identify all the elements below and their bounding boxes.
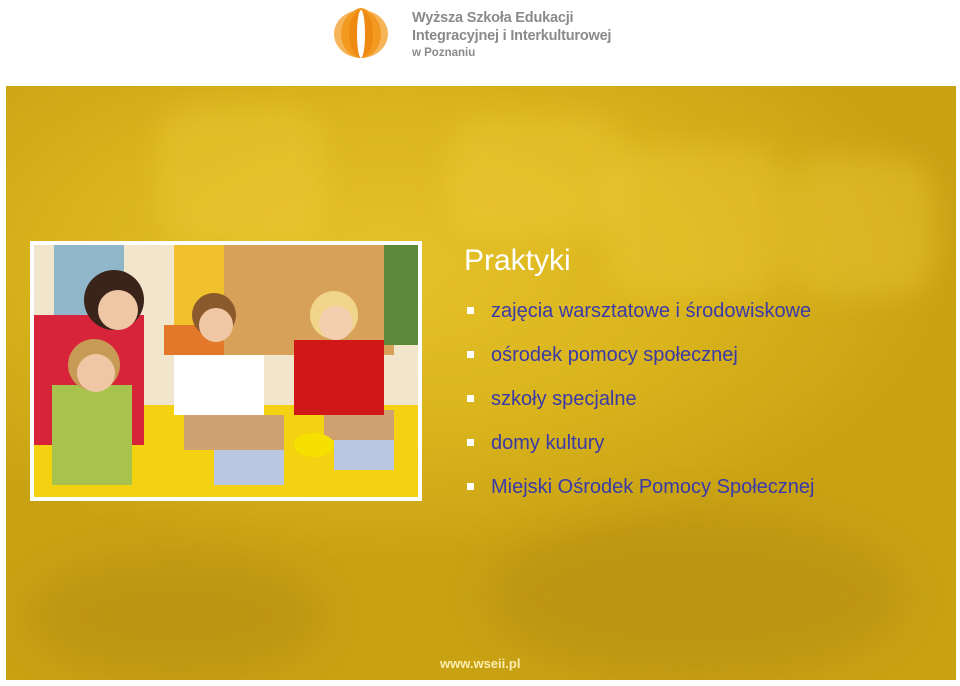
children-crafts-photo: [30, 241, 422, 501]
institution-name-line1: Wyższa Szkoła Edukacji: [412, 10, 574, 26]
list-item: [464, 386, 814, 430]
institution-name-line2: Integracyjnej i Interkulturowej: [412, 28, 612, 44]
footer-url: www.wseii.pl: [440, 656, 521, 671]
list-item: [464, 342, 814, 386]
bullet-list: [464, 298, 814, 518]
children-crafts-photo-icon: [34, 245, 418, 497]
institution-city: w Poznaniu: [412, 47, 476, 59]
list-item-text: szkoły specjalne: [491, 388, 637, 410]
list-item: [464, 298, 814, 342]
list-item: [464, 474, 814, 518]
bullet-square-icon: [467, 307, 474, 314]
list-item-text: Miejski Ośrodek Pomocy Społecznej: [491, 476, 815, 498]
bullet-square-icon: [467, 439, 474, 446]
slide-panel: [6, 86, 956, 680]
orange-flower-logo-icon: [332, 6, 390, 60]
slide-title: Praktyki: [464, 244, 571, 277]
bullet-square-icon: [467, 395, 474, 402]
list-item-text: domy kultury: [491, 432, 605, 454]
header: [0, 0, 960, 86]
list-item: [464, 430, 814, 474]
list-item-text: ośrodek pomocy społecznej: [491, 344, 738, 366]
bullet-square-icon: [467, 351, 474, 358]
list-item-text: zajęcia warsztatowe i środowiskowe: [491, 300, 812, 322]
institution-name: [412, 9, 611, 61]
bullet-square-icon: [467, 483, 474, 490]
